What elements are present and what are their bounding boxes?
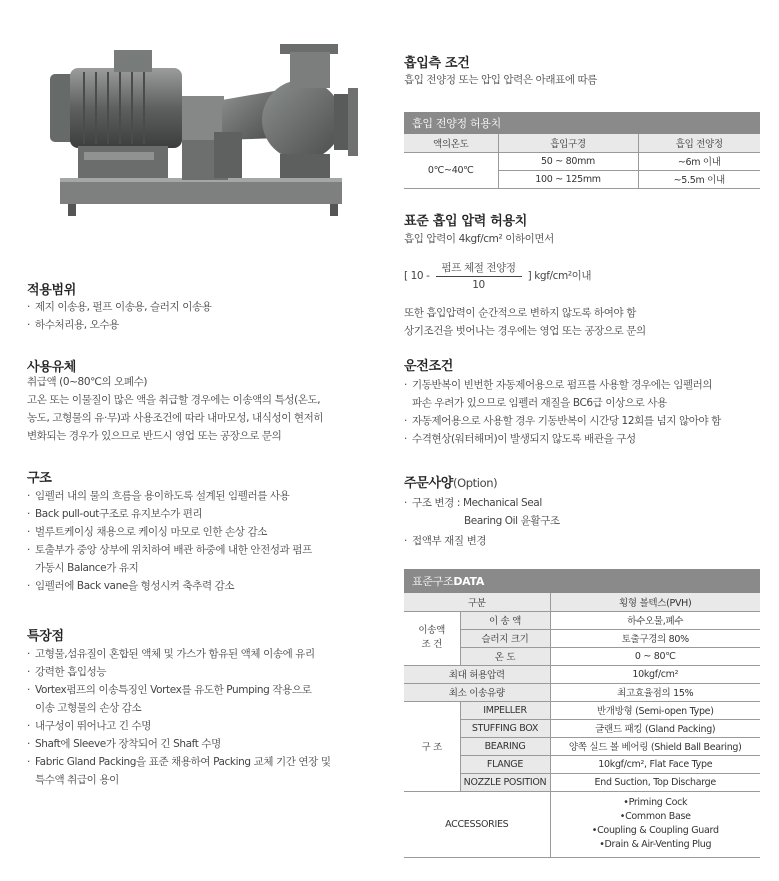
accessory-item: •Priming Cock <box>623 797 688 808</box>
list-item: · 수격현상(워터해머)이 발생되지 않도록 배관을 구성 <box>404 430 721 448</box>
table-cell: ~5.5m 이내 <box>638 170 760 188</box>
row-label: 슬러지 크기 <box>460 629 550 647</box>
col-header: 흡입구경 <box>498 134 638 152</box>
accessories-label: ACCESSORIES <box>404 791 550 857</box>
spec-table <box>404 569 760 858</box>
row-label: NOZZLE POSITION <box>460 773 550 791</box>
col-header: 액의온도 <box>404 134 498 152</box>
list-item: · 기동반복이 빈번한 자동제어용으로 펌프를 사용할 경우에는 임펠러의 파손 우려가 있으므로 임펠러 재질을 BC6급 이상으로 사용 <box>404 376 721 412</box>
list-item: · Shaft에 Sleeve가 장착되어 긴 Shaft 수명 <box>27 735 331 753</box>
pump-product-image <box>44 28 364 218</box>
list-item: · 강력한 흡입성능 <box>27 663 331 681</box>
fluid-line: 고온 또는 이물질이 많은 액을 취급할 경우에는 이송액의 특성(온도, <box>27 394 321 406</box>
group-cell: 이송액 조 건 <box>404 611 460 665</box>
suction-table-bar: 흡입 전양정 허용치 <box>404 112 760 134</box>
list-item: · Fabric Gland Packing을 표준 채용하여 Packing 교체 기간 연장 및 특수액 취급이 용이 <box>27 753 331 789</box>
list-item: · 하수처리용, 오수용 <box>27 316 211 334</box>
list-item: · Back pull-out구조로 유지보수가 편리 <box>27 505 312 523</box>
row-label: 최대 허용압력 <box>404 665 550 683</box>
features-title: 특장점 <box>27 629 64 644</box>
accessory-item: •Drain & Air-Venting Plug <box>599 839 712 850</box>
list-item: · 임펠러 내의 물의 흐름을 용이하도록 설계된 임펠러를 사용 <box>27 487 312 505</box>
fluid-line: 변화되는 경우가 있으므로 반드시 영업 또는 공장으로 문의 <box>27 430 282 442</box>
pressure-note: 상기조건을 벗어나는 경우에는 영업 또는 공장으로 문의 <box>404 325 646 337</box>
table-cell: 10kgf/cm², Flat Face Type <box>550 755 760 773</box>
table-cell: 반개방형 (Semi-open Type) <box>550 701 760 719</box>
col-header: 횡형 볼텍스(PVH) <box>550 593 760 611</box>
list-item: · Vortex펌프의 이송특징인 Vortex를 유도한 Pumping 작용으로 이송 고형물의 손상 감소 <box>27 681 331 717</box>
scope-list <box>27 298 211 334</box>
table-cell: 0 ~ 80℃ <box>550 647 760 665</box>
table-cell: End Suction, Top Discharge <box>550 773 760 791</box>
pressure-formula: [ 10 - 펌프 체절 전양정 10 ] kgf/cm²이내 <box>404 261 592 291</box>
table-cell: 하수오물,폐수 <box>550 611 760 629</box>
group-cell: 구 조 <box>404 701 460 791</box>
table-cell: 10kgf/cm² <box>550 665 760 683</box>
spec-table-bar: 표준구조DATA <box>404 569 760 593</box>
options-list <box>404 494 560 550</box>
table-cell: 최고효율점의 15% <box>550 683 760 701</box>
formula-fraction: 펌프 체절 전양정 10 <box>436 260 522 293</box>
features-list <box>27 645 331 789</box>
list-item: · 구조 변경 : Mechanical Seal <box>404 497 542 509</box>
list-item: · 고형물,섬유질이 혼합된 액체 및 가스가 함유된 액체 이송에 유리 <box>27 645 331 663</box>
pressure-desc: 흡입 압력이 4kgf/cm² 이하이면서 <box>404 233 554 245</box>
suction-table <box>404 112 760 189</box>
list-item: · 내구성이 뛰어나고 긴 수명 <box>27 717 331 735</box>
fluid-line: 농도, 고형물의 유·무)과 사용조건에 따라 내마모성, 내식성이 현저히 <box>27 412 324 424</box>
table-cell: 양쪽 실드 볼 베어링 (Shield Ball Bearing) <box>550 737 760 755</box>
table-cell: ~6m 이내 <box>638 152 760 170</box>
temp-cell: 0℃~40℃ <box>404 152 498 188</box>
accessories-list <box>550 791 760 857</box>
list-item: · 접액부 재질 변경 <box>404 535 487 547</box>
table-cell: 50 ~ 80mm <box>498 152 638 170</box>
scope-title: 적용범위 <box>27 283 77 298</box>
accessory-item: •Coupling & Coupling Guard <box>591 825 719 836</box>
suction-title: 흡입측 조건 <box>404 56 470 71</box>
list-item: Bearing Oil 윤활구조 <box>464 515 560 527</box>
row-label: 이 송 액 <box>460 611 550 629</box>
row-label: IMPELLER <box>460 701 550 719</box>
list-item: · 벌루트케이싱 채용으로 케이싱 마모로 인한 손상 감소 <box>27 523 312 541</box>
suction-desc: 흡입 전양정 또는 압입 압력은 아래표에 따름 <box>404 74 597 86</box>
row-label: FLANGE <box>460 755 550 773</box>
list-item: · 토출부가 중앙 상부에 위치하여 배관 하중에 내한 안전성과 펌프 가동시 Balance가 유지 <box>27 541 312 577</box>
structure-list <box>27 487 312 595</box>
row-label: 온 도 <box>460 647 550 665</box>
fluid-description <box>27 391 323 445</box>
table-cell: 토출구경의 80% <box>550 629 760 647</box>
fluid-title: 사용유체 <box>27 360 77 375</box>
list-item: · 자동제어용으로 사용할 경우 기동반복이 시간당 12회를 넘지 않아야 함 <box>404 412 721 430</box>
row-label: STUFFING BOX <box>460 719 550 737</box>
pressure-title: 표준 흡입 압력 허용치 <box>404 214 527 229</box>
col-header: 흡입 전양정 <box>638 134 760 152</box>
list-item: · 임펠러에 Back vane을 형성시켜 축추력 감소 <box>27 577 312 595</box>
list-item: · 제지 이송용, 펄프 이송용, 슬러지 이송용 <box>27 298 211 316</box>
pressure-note: 또한 흡입압력이 순간적으로 변하지 않도록 하여야 함 <box>404 307 636 319</box>
row-label: 최소 이송유량 <box>404 683 550 701</box>
operation-list <box>404 376 721 448</box>
accessory-item: •Common Base <box>619 811 691 822</box>
table-cell: 글랜드 패킹 (Gland Packing) <box>550 719 760 737</box>
operation-title: 운전조건 <box>404 359 454 374</box>
col-header: 구분 <box>404 593 550 611</box>
row-label: BEARING <box>460 737 550 755</box>
structure-title: 구조 <box>27 471 52 486</box>
table-cell: 100 ~ 125mm <box>498 170 638 188</box>
fluid-subtitle: 취급액 (0~80℃의 오폐수) <box>27 376 148 388</box>
options-title: 주문사양(Option) <box>404 476 498 491</box>
